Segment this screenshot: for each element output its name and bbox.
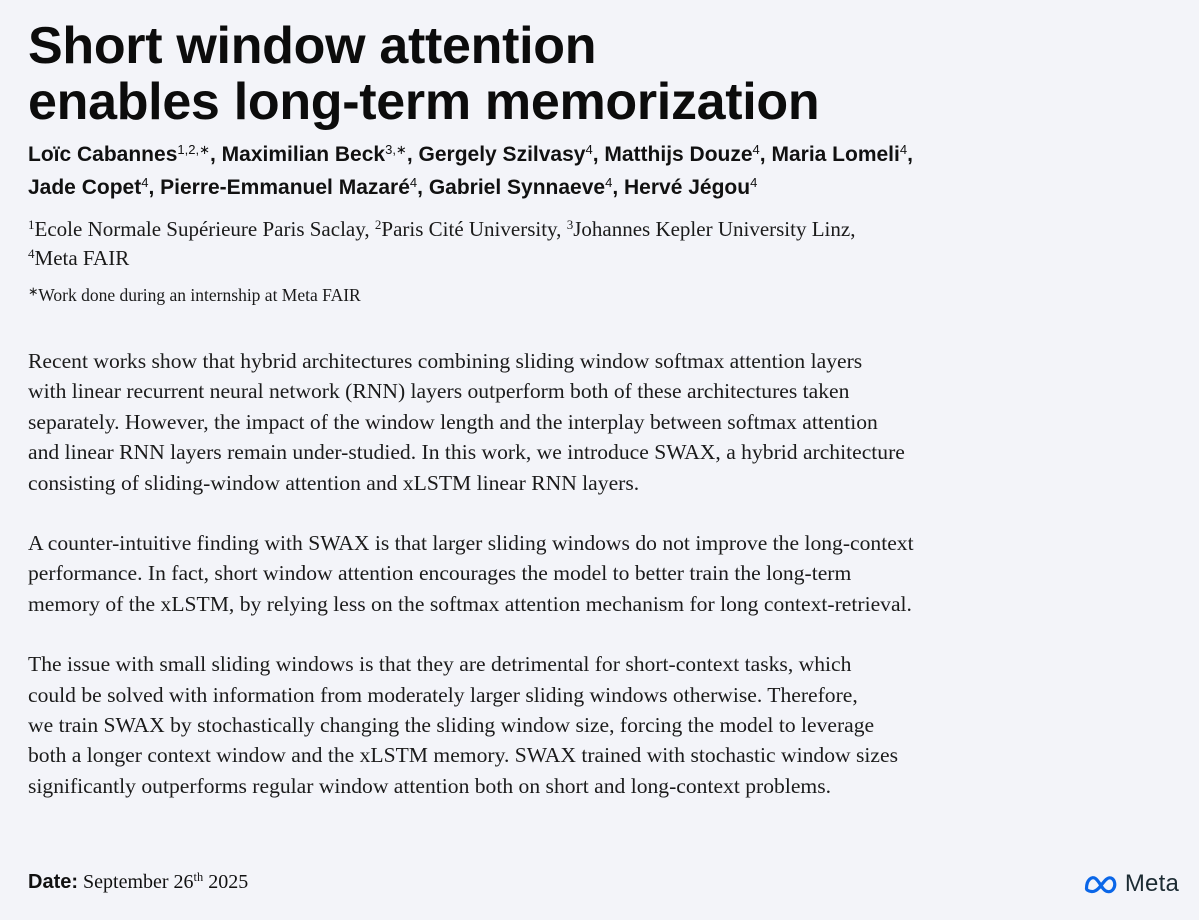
footnote-internship <box>28 282 361 308</box>
author <box>429 176 613 199</box>
affiliation-mark: 3 <box>566 216 574 232</box>
abstract-line: The issue with small sliding windows is that they are detrimental for short-context tasks, which <box>28 652 852 677</box>
author <box>28 176 148 199</box>
affiliation-line-1 <box>28 215 1178 244</box>
abstract-line: with linear recurrent neural network (RNN) layers outperform both of these architectures taken <box>28 379 850 404</box>
abstract <box>28 346 1178 831</box>
author-name: Gergely Szilvasy <box>418 143 586 166</box>
footnote-mark: ∗ <box>28 284 39 299</box>
date-ordinal: th <box>193 870 204 885</box>
author-affiliation-mark: 3,∗ <box>385 141 407 157</box>
affiliation-line-2 <box>28 244 1178 273</box>
abstract-line: performance. In fact, short window attention encourages the model to better train the long-term <box>28 561 852 586</box>
affiliation-list <box>28 215 1178 273</box>
title-line-1: Short window attention <box>28 17 597 75</box>
author-name: Gabriel Synnaeve <box>428 176 606 199</box>
author-affiliation-mark: 4 <box>752 141 760 157</box>
author-name: Hervé Jégou <box>624 176 751 199</box>
publication-date <box>28 868 248 896</box>
abstract-line: memory of the xLSTM, by relying less on the softmax attention mechanism for long context-retrieval. <box>28 591 912 616</box>
affiliation-text: Johannes Kepler University Linz, <box>573 217 856 241</box>
abstract-line: A counter-intuitive finding with SWAX is that larger sliding windows do not improve the long-context <box>28 531 914 556</box>
affiliation-mark: 1 <box>28 216 35 232</box>
affiliation <box>28 217 375 241</box>
affiliation <box>375 217 567 241</box>
author <box>624 176 757 199</box>
author-list <box>28 138 1178 204</box>
affiliation <box>567 217 856 241</box>
author-affiliation-mark: 4 <box>409 174 418 190</box>
author-line-2: Jade Copet$^4$, Pierre-Emmanuel Mazaré$^4$, Gabriel Synnaeve$^4$, Hervé Jégou$^4$ <box>28 174 758 199</box>
author-name: Pierre-Emmanuel Mazaré <box>160 176 410 199</box>
author-name: Maria Lomeli <box>771 143 900 166</box>
author <box>604 143 759 166</box>
author <box>160 176 417 199</box>
meta-infinity-logo-icon <box>1083 873 1119 895</box>
abstract-paragraph-3 <box>28 649 1178 801</box>
author <box>222 143 407 166</box>
author-name: Maximilian Beck <box>221 143 386 166</box>
abstract-line: and linear RNN layers remain under-studied. In this work, we introduce SWAX, a hybrid architecture <box>28 440 905 465</box>
affiliation <box>28 246 129 270</box>
author-name: Jade Copet <box>28 176 142 199</box>
affiliation-mark: 4 <box>28 245 35 261</box>
meta-logo <box>1083 870 1179 898</box>
meta-logo-text: Meta <box>1124 870 1179 897</box>
affiliation-text: Meta FAIR <box>34 246 130 270</box>
abstract-line: we train SWAX by stochastically changing the sliding window size, forcing the model to leverage <box>28 713 875 738</box>
title-line-2: enables long-term memorization <box>28 73 820 131</box>
paper-title <box>28 18 819 130</box>
abstract-line: separately. However, the impact of the window length and the interplay between softmax attention <box>28 409 878 434</box>
abstract-paragraph-1 <box>28 346 1178 498</box>
affiliation-text: Ecole Normale Supérieure Paris Saclay, <box>34 217 375 241</box>
author-affiliation-mark: 4 <box>605 174 613 190</box>
author-line-1: Loïc Cabannes$^{1,2,∗}$, Maximilian Beck$^{3,∗}$, Gergely Szilvasy$^4$, Matthijs Douze$^4$, Maria Lomeli$^4$, <box>28 141 913 166</box>
author-affiliation-mark: 1,2,∗ <box>177 141 210 157</box>
author-affiliation-mark: 4 <box>750 174 758 190</box>
author-affiliation-mark: 4 <box>141 174 149 190</box>
abstract-line: consisting of sliding-window attention and xLSTM linear RNN layers. <box>28 470 640 495</box>
abstract-line: could be solved with information from moderately larger sliding windows otherwise. Therefore, <box>28 682 858 707</box>
abstract-paragraph-2 <box>28 528 1178 619</box>
affiliation-mark: 2 <box>374 216 382 232</box>
abstract-line: both a longer context window and the xLSTM memory. SWAX trained with stochastic window sizes <box>28 743 898 768</box>
abstract-line: Recent works show that hybrid architectures combining sliding window softmax attention layers <box>28 349 863 373</box>
author <box>28 143 210 166</box>
footnote-text: Work done during an internship at Meta FAIR <box>38 285 361 305</box>
author <box>771 143 907 166</box>
author-name: Loïc Cabannes <box>28 143 178 166</box>
author-affiliation-mark: 4 <box>585 141 593 157</box>
date-day: September 26 <box>78 871 194 893</box>
abstract-line: significantly outperforms regular window attention both on short and long-context problems. <box>28 773 832 798</box>
author-name: Matthijs Douze <box>604 143 753 166</box>
affiliation-text: Paris Cité University, <box>381 217 567 241</box>
date-label: Date: <box>28 871 79 893</box>
date-value <box>78 871 248 893</box>
author <box>419 143 593 166</box>
date-year: 2025 <box>203 871 249 893</box>
author-affiliation-mark: 4 <box>899 141 908 157</box>
